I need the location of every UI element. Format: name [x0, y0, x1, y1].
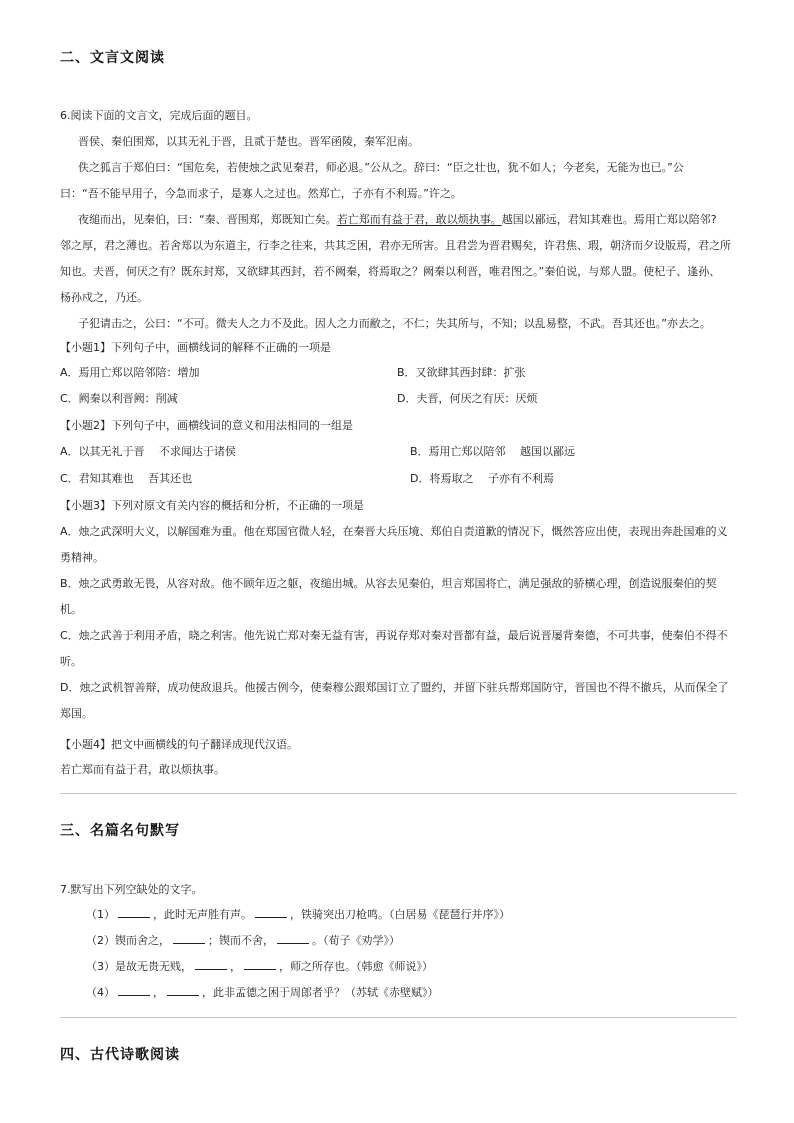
section-title-famous-lines: 三、名篇名句默写 [60, 823, 180, 839]
passage-paragraph-3-cont: 杨孙戍之，乃还。 [60, 291, 148, 304]
subquestion-1-option-a[interactable]: A．焉用亡郑以陪邻陪：增加 [60, 366, 200, 379]
blank-field[interactable] [118, 985, 150, 996]
subquestion-3-option-b-cont: 机。 [60, 603, 82, 616]
subquestion-4-stem: 【小题4】把文中画横线的句子翻译成现代汉语。 [60, 738, 298, 751]
subquestion-3-option-d[interactable]: D．烛之武机智善辩，成功使敌退兵。他援古例今，使秦穆公跟郑国订立了盟约，并留下驻兵帮郑国防守，晋国也不得不撤兵，从而保全了 [60, 681, 729, 694]
blank-field[interactable] [255, 907, 287, 918]
fill-item-3: （3）是故无贵无贱， ， ，师之所存也。（韩愈《师说》） [86, 960, 433, 973]
section-title-classical-chinese: 二、文言文阅读 [60, 50, 165, 66]
section-divider [60, 793, 737, 794]
subquestion-1-option-c[interactable]: C．阙秦以利晋阙：削减 [60, 392, 178, 405]
subquestion-2-stem: 【小题2】下列句子中，画横线词的意义和用法相同的一组是 [60, 419, 353, 432]
passage-text: 越国以鄙远，君知其难也。焉用亡郑以陪邻? [501, 213, 717, 226]
subquestion-3-option-c-cont: 听。 [60, 655, 82, 668]
passage-paragraph-4: 子犯请击之，公曰：“不可。微夫人之力不及此。因人之力而敝之，不仁；失其所与，不知；以乱易整，不武。吾其还也。”亦去之。 [78, 317, 711, 330]
passage-text: 夜缒而出，见秦伯，曰：“秦、晋围郑，郑既知亡矣。 [78, 213, 337, 226]
passage-paragraph-3-cont: 知也。夫晋，何厌之有？既东封郑，又欲肆其西封，若不阙秦，将焉取之？阙秦以利晋，唯君图之。”秦伯说，与郑人盟。使杞子、逢孙、 [60, 265, 721, 278]
blank-field[interactable] [244, 959, 276, 970]
section-title-poetry-reading: 四、古代诗歌阅读 [60, 1047, 180, 1063]
subquestion-2-option-b[interactable]: B．焉用亡郑以陪邻 越国以鄙远 [410, 445, 576, 458]
subquestion-3-option-a-cont: 勇精神。 [60, 551, 104, 564]
subquestion-2-option-d[interactable]: D．将焉取之 子亦有不利焉 [410, 472, 554, 485]
blank-field[interactable] [195, 959, 227, 970]
subquestion-1-option-d[interactable]: D．夫晋，何厌之有厌：厌烦 [397, 392, 538, 405]
passage-paragraph-3-cont: 邻之厚，君之薄也。若舍郑以为东道主，行李之往来，共其乏困，君亦无所害。且君尝为晋君赐矣，许君焦、瑕，朝济而夕设版焉，君之所 [60, 239, 731, 252]
subquestion-3-option-c[interactable]: C．烛之武善于利用矛盾，晓之利害。他先说亡郑对秦无益有害，再说存郑对秦对晋都有益，最后说晋屡背秦德，不可共事，使秦伯不得不 [60, 629, 728, 642]
subquestion-3-option-d-cont: 郑国。 [60, 707, 93, 720]
subquestion-1-stem: 【小题1】下列句子中，画横线词的解释不正确的一项是 [60, 341, 331, 354]
question-6-intro: 6.阅读下面的文言文，完成后面的题目。 [60, 109, 258, 122]
subquestion-1-option-b[interactable]: B．又欲肆其西封肆：扩张 [397, 366, 526, 379]
subquestion-2-option-c[interactable]: C．君知其难也 吾其还也 [60, 472, 193, 485]
passage-paragraph-2-cont: 曰：“吾不能早用子，今急而求子，是寡人之过也。然郑亡，子亦有不利焉。”许之。 [60, 187, 462, 200]
section-divider [60, 1017, 737, 1018]
subquestion-3-option-a[interactable]: A．烛之武深明大义，以解国难为重。他在郑国官微人轻，在秦晋大兵压境、郑伯自责道歉的情况下，慨然答应出使，表现出奔赴国难的义 [60, 525, 728, 538]
subquestion-4-sentence: 若亡郑而有益于君，敢以烦执事。 [60, 763, 225, 776]
blank-field[interactable] [277, 933, 309, 944]
underlined-sentence: 若亡郑而有益于君，敢以烦执事。 [336, 213, 502, 226]
question-7-intro: 7.默写出下列空缺处的文字。 [60, 883, 203, 896]
blank-field[interactable] [118, 907, 150, 918]
fill-item-4: （4） ， ，此非孟德之困于周郎者乎？（苏轼《赤壁赋》） [86, 986, 439, 999]
passage-paragraph-2: 佚之狐言于郑伯曰：“国危矣，若使烛之武见秦君，师必退。”公从之。辞曰：“臣之壮也，犹不如人；今老矣，无能为也已。”公 [78, 161, 684, 174]
subquestion-3-option-b[interactable]: B．烛之武勇敢无畏，从容对敌。他不顾年迈之躯，夜缒出城。从容去见秦伯，坦言郑国将亡，满足强敌的骄横心理，创造说服秦伯的契 [60, 577, 717, 590]
blank-field[interactable] [167, 985, 199, 996]
fill-item-2: （2）锲而舍之， ；锲而不舍， 。（荀子《劝学》） [86, 934, 400, 947]
subquestion-3-stem: 【小题3】下列对原文有关内容的概括和分析，不正确的一项是 [60, 499, 364, 512]
subquestion-2-option-a[interactable]: A．以其无礼于晋 不求闻达于诸侯 [60, 445, 237, 458]
passage-paragraph-1: 晋侯、秦伯围郑，以其无礼于晋，且贰于楚也。晋军函陵，秦军氾南。 [78, 135, 419, 148]
passage-paragraph-3 [78, 212, 717, 228]
fill-item-1: （1） ，此时无声胜有声。 ，铁骑突出刀枪鸣。（白居易《琵琶行并序》） [86, 908, 510, 921]
blank-field[interactable] [173, 933, 205, 944]
